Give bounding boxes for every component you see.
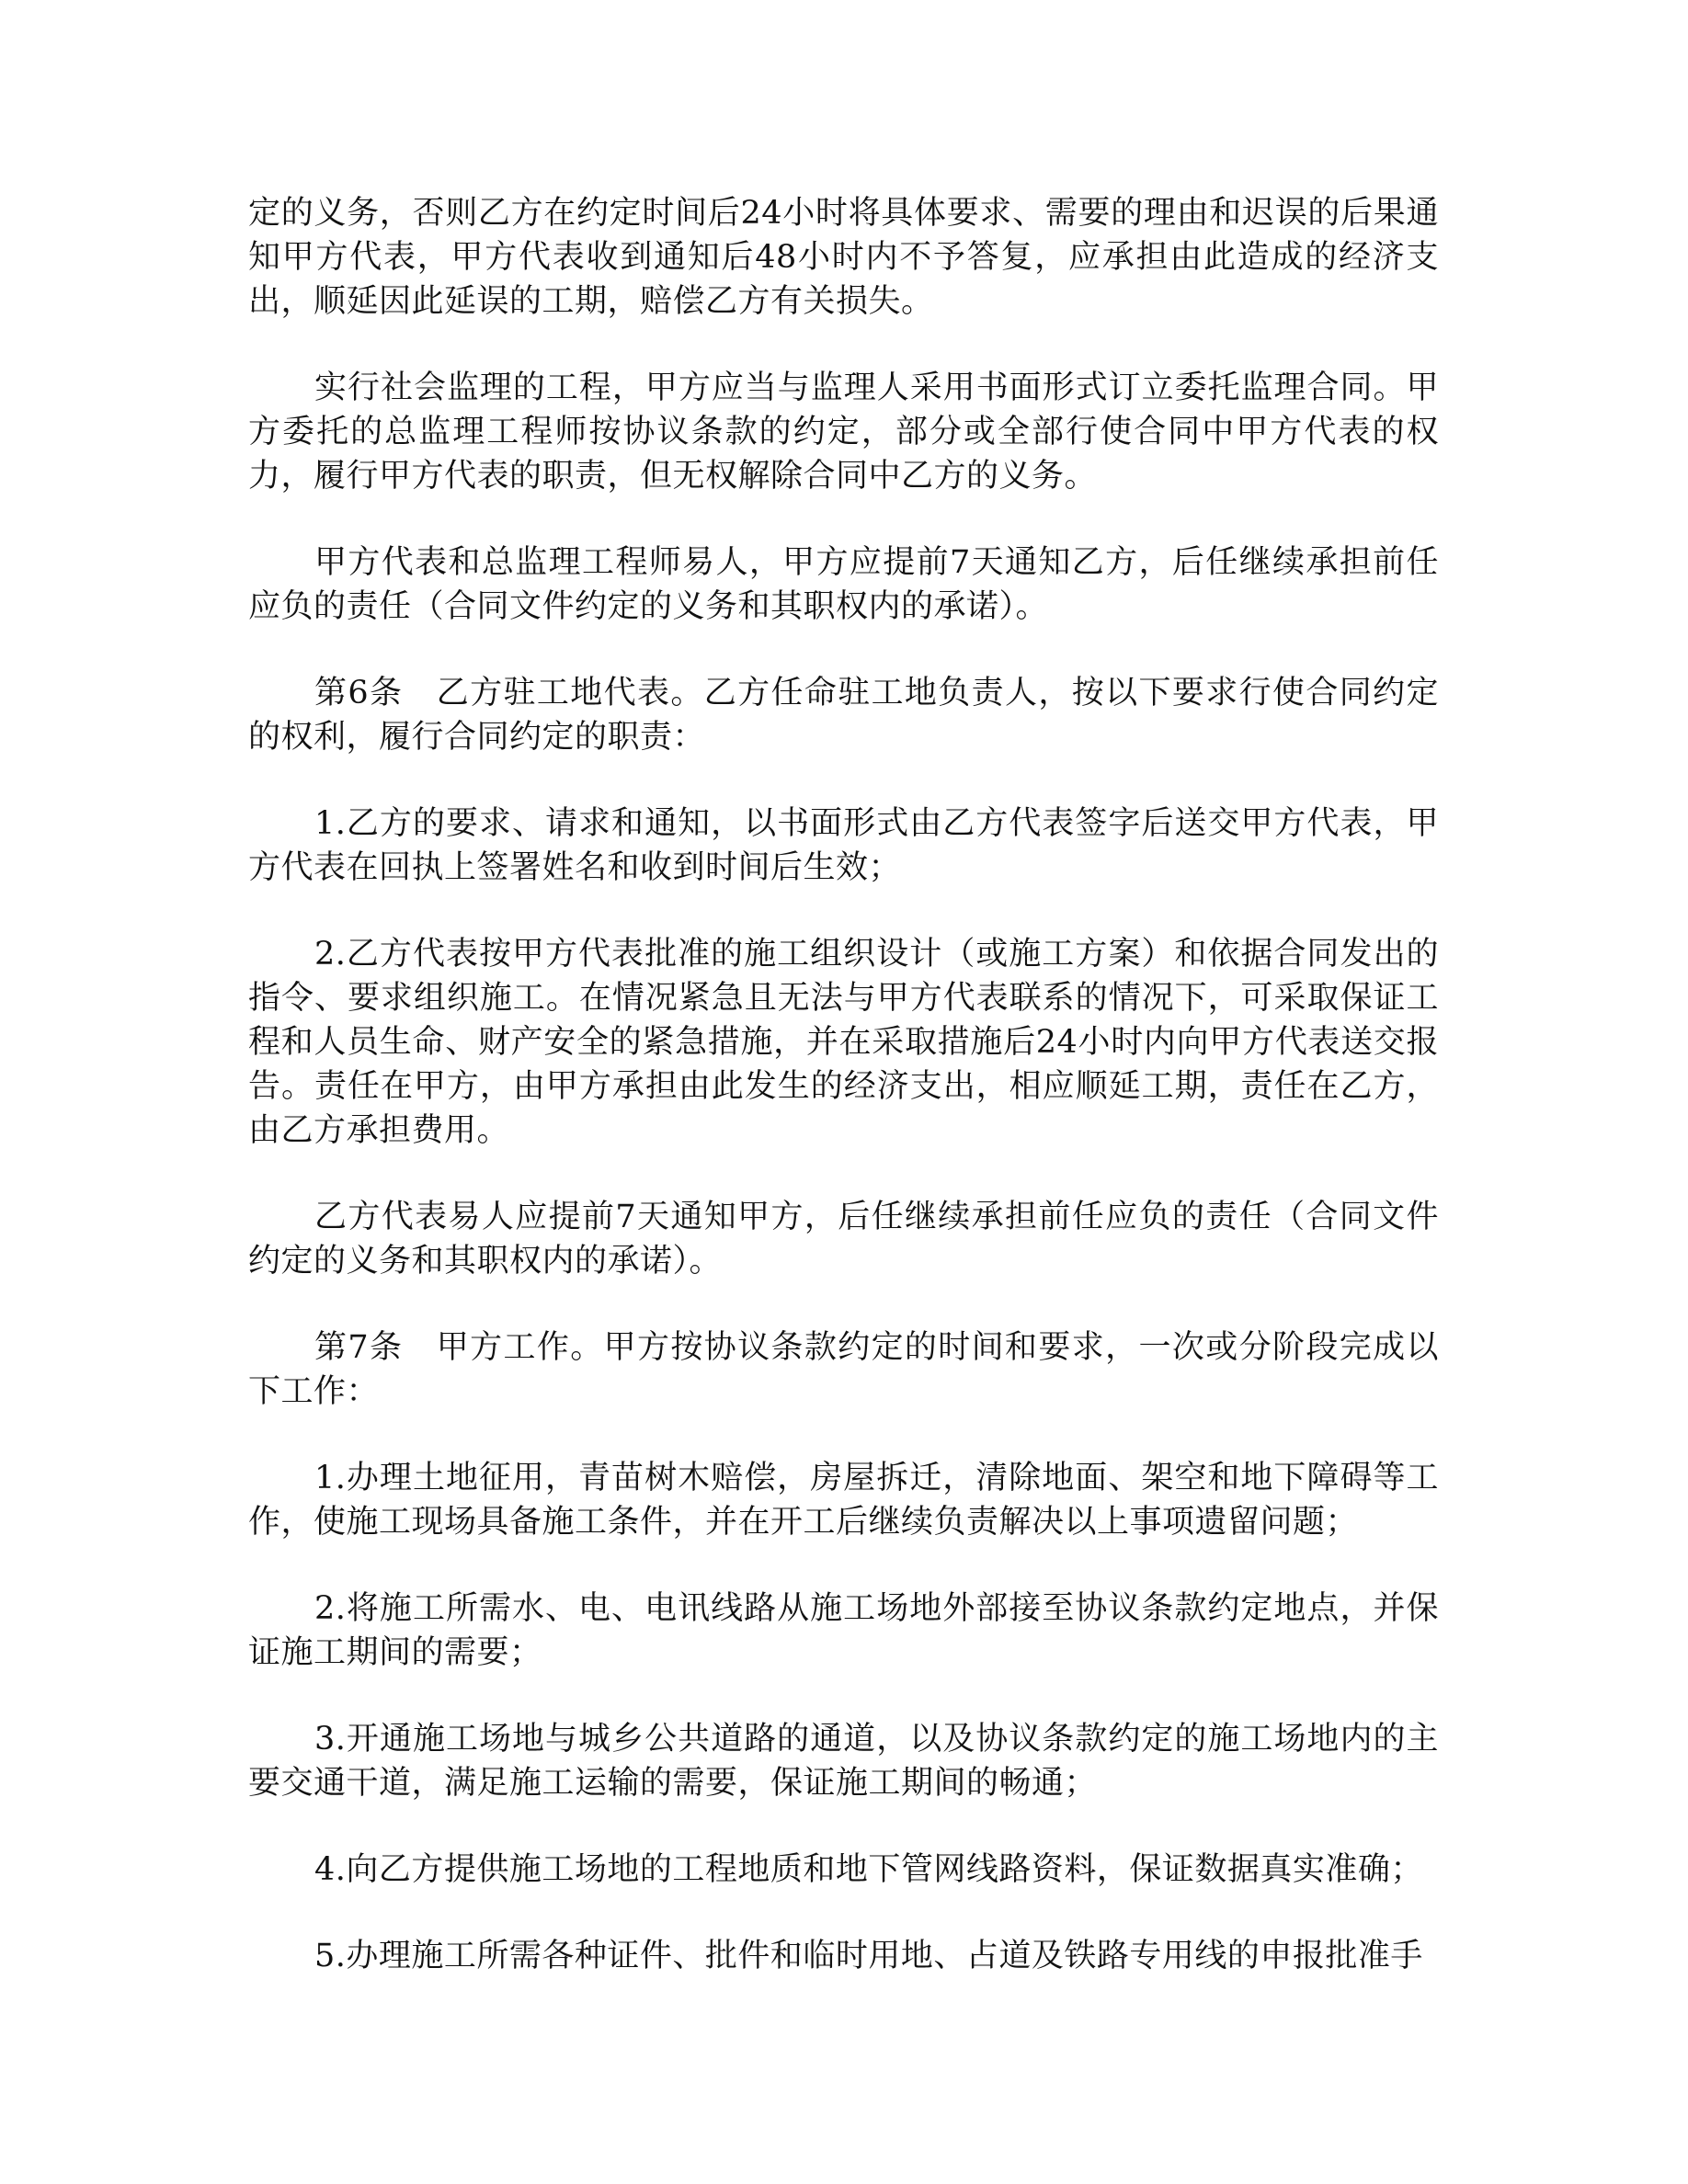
paragraph-contractor-representative-change: 乙方代表易人应提前7天通知甲方，后任继续承担前任应负的责任（合同文件约定的义务和其职权内的承诺）。 [248,1199,1439,1280]
list-item-article-7-5: 5.办理施工所需各种证件、批件和临时用地、占道及铁路专用线的申报批准手 [314,1938,1423,1974]
list-item-article-7-1: 1.办理土地征用，青苗树木赔偿，房屋拆迁，清除地面、架空和地下障碍等工作，使施工现场具备施工条件，并在开工后继续负责解决以上事项遗留问题； [248,1460,1439,1541]
list-item-article-6-2: 2.乙方代表按甲方代表批准的施工组织设计（或施工方案）和依据合同发出的指令、要求组织施工。在情况紧急且无法与甲方代表联系的情况下，可采取保证工程和人员生命、财产安全的紧急措施，并在采取措施后24小时内向甲方代表送交报告。责任在甲方，由甲方承担由此发生的经济支出，相应顺延工期，责任在乙方，由乙方承担费用。 [248,936,1439,1149]
list-item-article-7-4: 4.向乙方提供施工场地的工程地质和地下管网线路资料，保证数据真实准确； [314,1851,1423,1888]
list-item-article-7-3: 3.开通施工场地与城乡公共道路的通道，以及协议条款约定的施工场地内的主要交通干道，满足施工运输的需要，保证施工期间的畅通； [248,1721,1439,1802]
document-body [248,191,1439,2020]
paragraph-obligation-continuation: 定的义务，否则乙方在约定时间后24小时将具体要求、需要的理由和迟误的后果通知甲方代表，甲方代表收到通知后48小时内不予答复，应承担由此造成的经济支出，顺延因此延误的工期，赔偿乙方有关损失。 [248,195,1439,320]
paragraph-representative-change: 甲方代表和总监理工程师易人，甲方应提前7天通知乙方，后任继续承担前任应负的责任（合同文件约定的义务和其职权内的承诺）。 [248,544,1439,625]
paragraph-article-6: 第6条 乙方驻工地代表。乙方任命驻工地负责人，按以下要求行使合同约定的权利，履行合同约定的职责： [248,675,1439,756]
list-item-article-7-2: 2.将施工所需水、电、电讯线路从施工场地外部接至协议条款约定地点，并保证施工期间的需要； [248,1590,1439,1671]
paragraph-supervision-contract: 实行社会监理的工程，甲方应当与监理人采用书面形式订立委托监理合同。甲方委托的总监理工程师按协议条款的约定，部分或全部行使合同中甲方代表的权力，履行甲方代表的职责，但无权解除合同中乙方的义务。 [248,370,1439,495]
paragraph-article-7: 第7条 甲方工作。甲方按协议条款约定的时间和要求，一次或分阶段完成以下工作： [248,1329,1439,1410]
list-item-article-6-1: 1.乙方的要求、请求和通知，以书面形式由乙方代表签字后送交甲方代表，甲方代表在回执上签署姓名和收到时间后生效； [248,805,1439,886]
